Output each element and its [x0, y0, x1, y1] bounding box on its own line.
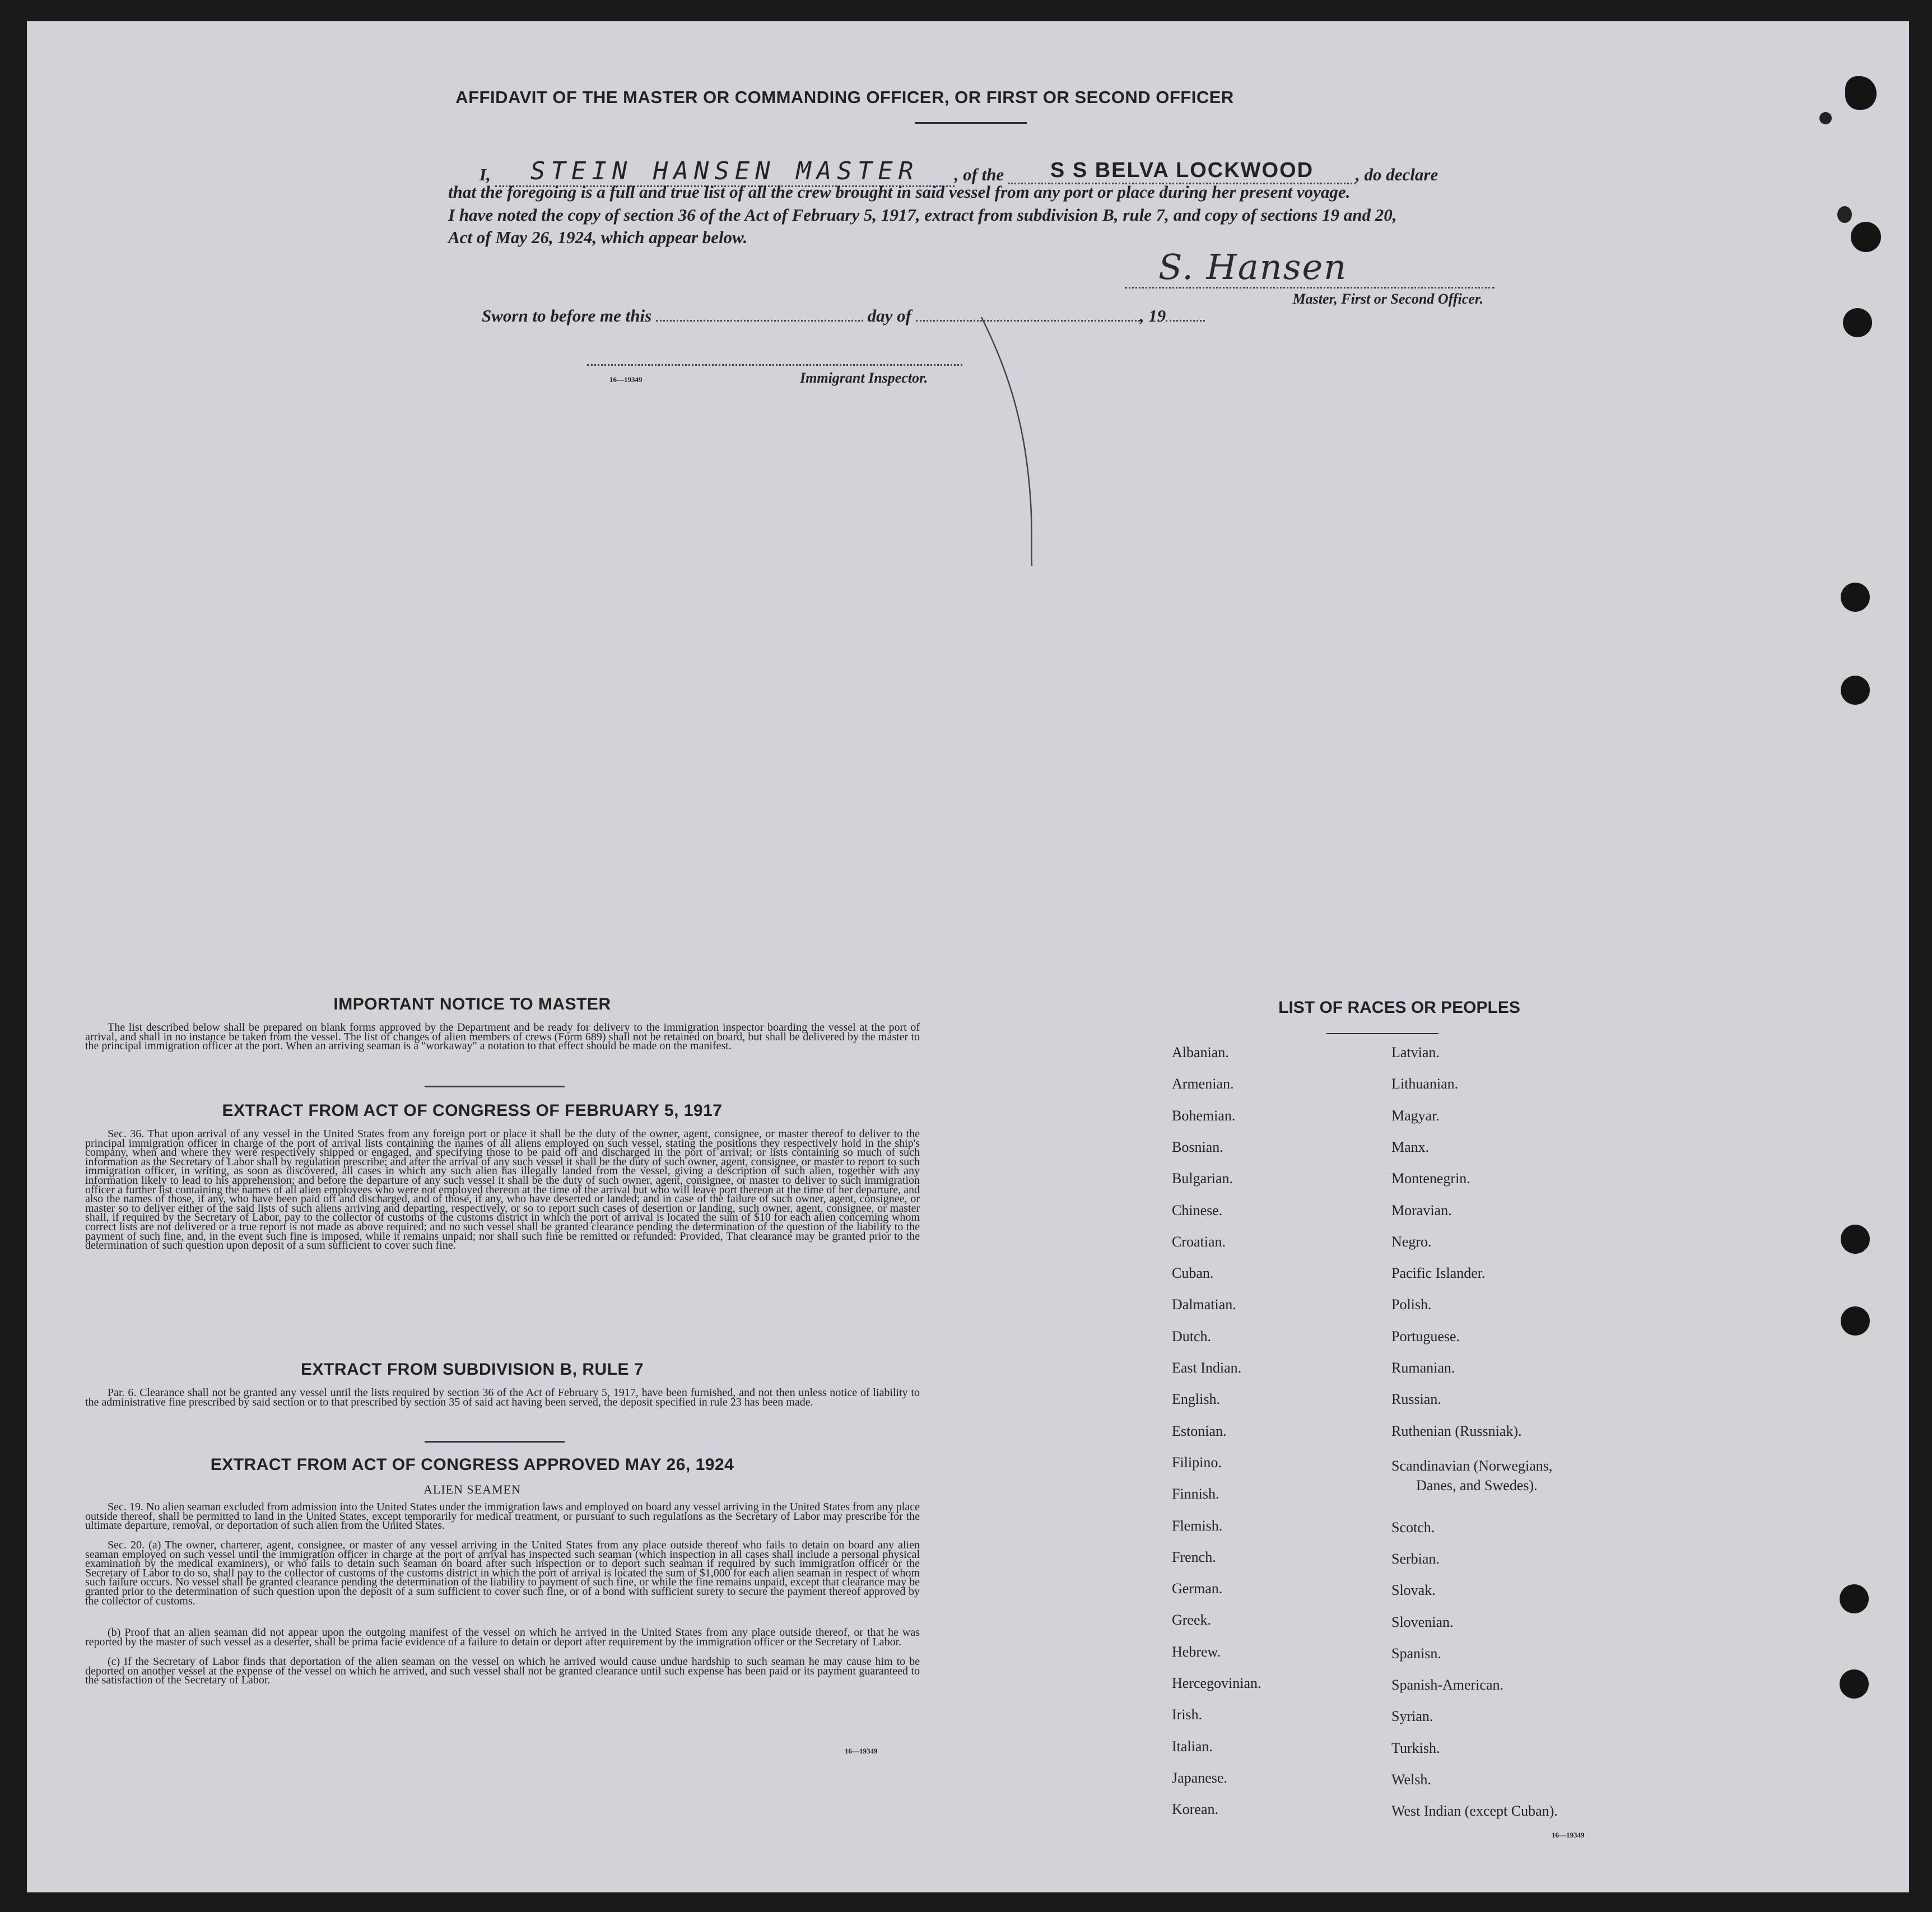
- binder-hole: [1843, 308, 1872, 337]
- signature-line: [1125, 246, 1495, 289]
- race-item: Scandinavian (Norwegians,: [1391, 1457, 1553, 1474]
- race-item: Serbian.: [1391, 1550, 1440, 1567]
- sec20b-body: (b) Proof that an alien seaman did not appear upon the outgoing manifest of the vessel on which he arrived in the United States from any place outside thereof, or that he was reported by the master of such vessel as a deserter, shall be prima facie evidence of a failure to detain or deport after requirement by the immigration officer or the Secretary of Labor.: [85, 1626, 920, 1648]
- extract-1917-title: EXTRACT FROM ACT OF CONGRESS OF FEBRUARY 5, 1917: [222, 1101, 723, 1120]
- title-rule: [915, 122, 1027, 124]
- race-item: Filipino.: [1172, 1454, 1222, 1471]
- race-item: Chinese.: [1172, 1202, 1223, 1218]
- form-number-left: 16—19349: [845, 1747, 878, 1755]
- race-item: Polish.: [1391, 1296, 1432, 1313]
- vessel-name: S S BELVA LOCKWOOD: [1050, 159, 1314, 182]
- race-item: Italian.: [1172, 1738, 1213, 1755]
- day-of-label: day of: [867, 306, 911, 325]
- race-item: Scotch.: [1391, 1519, 1435, 1536]
- sec20a-body: Sec. 20. (a) The owner, charterer, agent, consignee, or master of any vessel arriving in the United States from any place outside thereof who fails to detain on board any alien seaman employed on such vessel until the immigration officer in charge at the port of arrival has inspected such seaman (which inspection in all cases shall include a personal physical examination by the medical examiners), or who fails to detain such seaman on board after such inspection or to deport such seaman if required by such immigration officer or the Secretary of Labor to do so, shall pay to the collector of customs of the customs district in which the port of arrival is located the sum of $1,000 for each alien seaman in respect of whom such failure occurs. No vessel shall be granted clearance pending the determination of the liability to payment of such fine, or while the fine remains unpaid, except that clearance may be granted prior to the determination of such question upon the deposit of a sum sufficient to cover such fine, or of a bond with sufficient surety to secure the payment thereof approved by the collector of customs.: [85, 1539, 920, 1607]
- race-item: Finnish.: [1172, 1486, 1219, 1502]
- race-item: Turkish.: [1391, 1739, 1440, 1756]
- races-title-rule: [1326, 1033, 1438, 1034]
- race-item: Cuban.: [1172, 1265, 1214, 1282]
- section-rule: [425, 1086, 565, 1087]
- race-item: Pacific Islander.: [1391, 1265, 1486, 1282]
- race-item: Negro.: [1391, 1233, 1432, 1250]
- race-item: Armenian.: [1172, 1076, 1234, 1092]
- ink-speck: [1837, 206, 1852, 223]
- race-item: Spanish-American.: [1391, 1677, 1504, 1694]
- sworn-day-field: [656, 306, 863, 322]
- race-item: Albanian.: [1172, 1044, 1229, 1060]
- rule7-title: EXTRACT FROM SUBDIVISION B, RULE 7: [300, 1360, 644, 1379]
- signature-caption: Master, First or Second Officer.: [1292, 291, 1483, 307]
- affidavit-title: AFFIDAVIT OF THE MASTER OR COMMANDING OFFICER, OR FIRST OR SECOND OFFICER: [455, 87, 1234, 107]
- race-item: Manx.: [1391, 1138, 1430, 1155]
- binder-hole: [1841, 583, 1870, 612]
- race-item: Slovenian.: [1391, 1613, 1454, 1630]
- race-item: Flemish.: [1172, 1517, 1223, 1534]
- race-item: Hercegovinian.: [1172, 1675, 1261, 1691]
- binder-hole: [1841, 1306, 1870, 1336]
- race-item: Rumanian.: [1391, 1360, 1455, 1376]
- race-item: Dutch.: [1172, 1328, 1212, 1345]
- race-item: Korean.: [1172, 1801, 1219, 1818]
- inspector-caption: Immigrant Inspector.: [800, 370, 928, 386]
- race-item: French.: [1172, 1548, 1216, 1565]
- race-item: Ruthenian (Russniak).: [1391, 1422, 1522, 1439]
- section-rule: [425, 1441, 565, 1443]
- pen-stroke: [979, 313, 1046, 570]
- affidavit-line-3: I have noted the copy of section 36 of the Act of February 5, 1917, extract from subdivision B, rule 7, and copy of sections 19 and 20,: [448, 205, 1397, 225]
- race-item: Estonian.: [1172, 1422, 1227, 1439]
- race-item: Spanisn.: [1391, 1645, 1441, 1662]
- race-item: Croatian.: [1172, 1233, 1226, 1250]
- race-item: East Indian.: [1172, 1360, 1242, 1376]
- race-item: Lithuanian.: [1391, 1076, 1459, 1092]
- document-page: [27, 21, 1909, 1892]
- extract-1924-title: EXTRACT FROM ACT OF CONGRESS APPROVED MAY 26, 1924: [210, 1455, 734, 1474]
- affidavit-i: I,: [479, 165, 491, 184]
- do-declare-label: , do declare: [1356, 165, 1438, 184]
- binder-hole: [1840, 1584, 1869, 1613]
- race-item: Magyar.: [1391, 1107, 1440, 1124]
- of-the-label: , of the: [954, 165, 1004, 184]
- race-item: Japanese.: [1172, 1769, 1227, 1786]
- race-item: Syrian.: [1391, 1708, 1433, 1725]
- race-item: Latvian.: [1391, 1044, 1440, 1060]
- sworn-month-field: [916, 306, 1140, 322]
- race-item: West Indian (except Cuban).: [1391, 1803, 1558, 1820]
- race-item: English.: [1172, 1391, 1220, 1408]
- race-item: Slovak.: [1391, 1582, 1436, 1599]
- race-item: Dalmatian.: [1172, 1296, 1236, 1313]
- binder-hole: [1841, 676, 1870, 705]
- form-number-top: 16—19349: [609, 375, 643, 384]
- extract-1917-body: Sec. 36. That upon arrival of any vessel in the United States from any foreign port or place it shall be the duty of the owner, agent, consignee, or master thereof to deliver to the principal immigration officer in charge of the port of arrival lists containing the names of all aliens employed on such vessel, stating the positions they respectively hold in the ship's company, when and where they were respectively shipped or engaged, and specifying those to be paid off and discharged in the port of arrival; or lists containing so much of such information as the Secretary of Labor shall by regulation prescribe; and after the arrival of any such vessel it shall be the duty of such owner, agent, consignee, or master to report to such immigration officer, in writing, as soon as discovered, all cases in which any such alien has illegally landed from the vessel, giving a description of such alien, together with any information likely to lead to his apprehension; and before the departure of any such vessel it shall be the duty of such owner, agent, consignee, or master to deliver to such immigration officer a further list containing the names of all alien employees who were not employed thereon at the time of the arrival but who will leave port thereon at the time of her departure, and also the names of those, if any, who have been paid off and discharged, and of those, if any, who have deserted or landed; and in case of the failure of such owner, agent, consignee, or master so to deliver either of the said lists of such aliens arriving and departing, respectively, or so to report such cases of desertion or landing, such owner, agent, consignee, or master shall, if required by the Secretary of Labor, pay to the collector of customs of the customs district in which the port of arrival is located the sum of $10 for each alien concerning whom correct lists are not delivered or a true report is not made as above required; and no such vessel shall be granted clearance pending the determination of the question of the liability to the payment of such fine, and, in the event such fine is imposed, while it remains unpaid; nor shall such fine be remitted or refunded: Provided, That clearance may be granted prior to the determination of such question upon deposit of a sum sufficient to cover such fine.: [85, 1128, 920, 1252]
- binder-hole: [1840, 1669, 1869, 1699]
- race-item: Welsh.: [1391, 1771, 1431, 1788]
- sworn-label: Sworn to before me this: [482, 306, 652, 325]
- sec20c-body: (c) If the Secretary of Labor finds that deportation of the alien seaman on the vessel on which he arrived would cause undue hardship to such seaman he may cause him to be deported on another vessel at the expense of the vessel on which he arrived, and such vessel shall not be granted clearance until such expense has been paid or its payment guaranteed to the satisfaction of the Secretary of Labor.: [85, 1655, 920, 1687]
- race-item: Bosnian.: [1172, 1138, 1223, 1155]
- race-item: Bulgarian.: [1172, 1170, 1233, 1187]
- signature: S. Hansen: [1158, 246, 1348, 287]
- rule7-body: Par. 6. Clearance shall not be granted any vessel until the lists required by section 36 of the Act of February 5, 1917, have been furnished, and not then unless notice of liability to the administrative fine prescribed by said section or to that prescribed by section 35 of said act having been served, the deposit specified in rule 23 has been made.: [85, 1387, 920, 1408]
- inspector-signature-line: [587, 363, 962, 366]
- ink-speck: [1819, 112, 1832, 124]
- form-number-right: 16—19349: [1552, 1831, 1585, 1839]
- race-item: Danes, and Swedes).: [1416, 1477, 1538, 1494]
- sec19-body: Sec. 19. No alien seaman excluded from admission into the United States under the immigration laws and employed on board any vessel arriving in the United States from any place outside thereof, shall be permitted to land in the United States, except temporarily for medical treatment, or pursuant to such regulations as the Secretary of Labor may prescribe for the ultimate departure, removal, or deportation of such alien from the United States.: [85, 1501, 920, 1532]
- sworn-year-field: [1166, 306, 1205, 322]
- race-item: Moravian.: [1391, 1202, 1452, 1218]
- binder-hole: [1841, 1225, 1870, 1254]
- vessel-name-field: [1008, 159, 1356, 184]
- race-item: German.: [1172, 1580, 1223, 1597]
- binder-hole: [1851, 222, 1881, 252]
- race-item: Hebrew.: [1172, 1643, 1221, 1660]
- sworn-line: [482, 306, 1205, 326]
- notice-body: The list described below shall be prepared on blank forms approved by the Department and be ready for delivery to the immigration inspector boarding the vessel at the port of arrival, and shall in no instance be taken from the vessel. The list of changes of alien members of crews (Form 689) shall not be retained on board, but shall be delivered by the master to the principal immigration officer at the port. When an arriving seaman is a "workaway" a notation to that effect should be made on the manifest.: [85, 1021, 920, 1053]
- race-item: Irish.: [1172, 1706, 1203, 1723]
- alien-seamen-subtitle: ALIEN SEAMEN: [423, 1482, 521, 1496]
- year-label: , 19: [1139, 306, 1166, 325]
- master-name: STEIN HANSEN MASTER: [530, 157, 919, 185]
- binder-hole: [1845, 76, 1877, 110]
- race-item: Portuguese.: [1391, 1328, 1460, 1345]
- race-item: Montenegrin.: [1391, 1170, 1470, 1187]
- affidavit-line-4: Act of May 26, 1924, which appear below.: [448, 227, 748, 247]
- race-item: Greek.: [1172, 1612, 1212, 1629]
- signature-block: [1125, 246, 1495, 308]
- race-item: Russian.: [1391, 1391, 1441, 1408]
- notice-title: IMPORTANT NOTICE TO MASTER: [333, 995, 611, 1013]
- affidavit-line-2: that the foregoing is a full and true list of all the crew brought in said vessel from any port or place during her present voyage.: [448, 182, 1351, 202]
- races-title: LIST OF RACES OR PEOPLES: [1278, 998, 1520, 1017]
- race-item: Bohemian.: [1172, 1107, 1236, 1124]
